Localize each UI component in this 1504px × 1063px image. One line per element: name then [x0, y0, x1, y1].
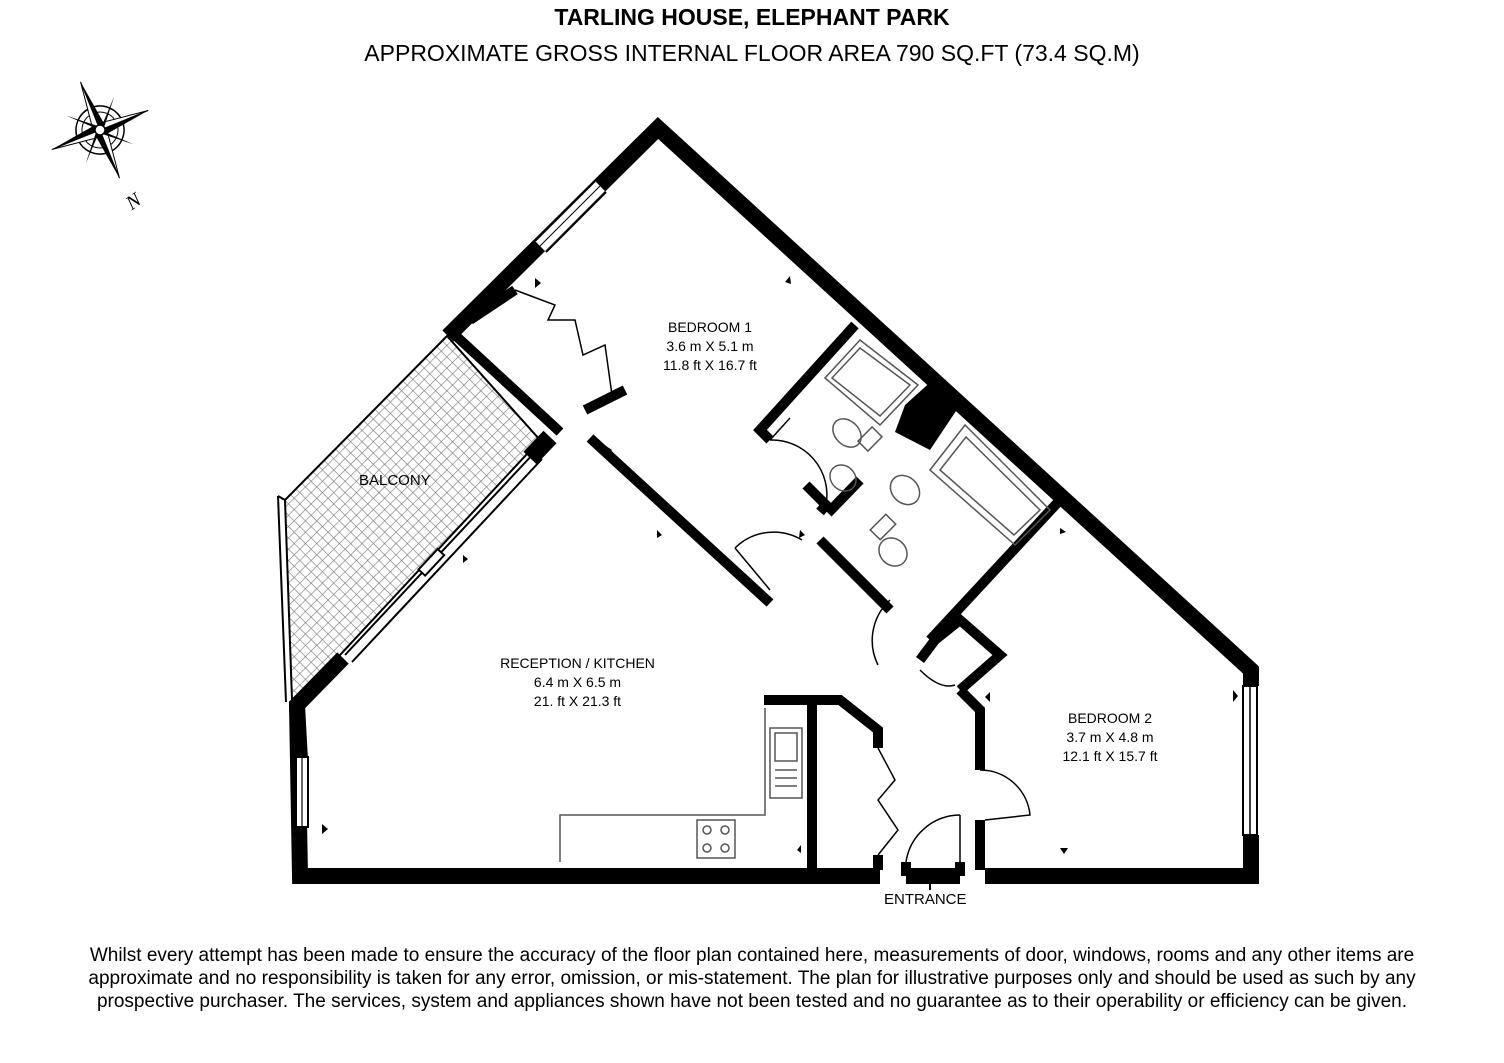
room-label-bedroom1: [620, 318, 800, 375]
plan-subtitle: APPROXIMATE GROSS INTERNAL FLOOR AREA 790 SQ.FT (73.4 SQ.M): [364, 40, 1140, 66]
room-name: BEDROOM 1: [667, 319, 752, 335]
room-name: RECEPTION / KITCHEN: [500, 655, 655, 671]
room-imperial: 11.8 ft X 16.7 ft: [663, 357, 757, 373]
plan-title: TARLING HOUSE, ELEPHANT PARK: [554, 4, 950, 30]
balcony-area: [285, 336, 540, 700]
disclaimer-text: Whilst every attempt has been made to ensure the accuracy of the floor plan contained here, measurements of door, windows, rooms and any other items are approximate and no responsibility is taken for any error, omission, or mis-statement. The plan for illustrative purposes only and should be used as such by any prospective purchaser. The services, system and appliances shown have not been tested and no guarantee as to their operability or efficiency can be given.: [88, 945, 1416, 1012]
room-label-balcony: BALCONY: [359, 472, 431, 489]
room-label-bedroom2: [1030, 709, 1190, 766]
window-reception: [296, 757, 308, 827]
room-imperial: 21. ft X 21.3 ft: [533, 693, 622, 709]
room-metric: 6.4 m X 6.5 m: [533, 674, 622, 690]
north-label: N: [121, 188, 146, 215]
bathroom-fixtures: [870, 425, 1050, 572]
room-metric: 3.7 m X 4.8 m: [1066, 729, 1154, 745]
room-imperial: 12.1 ft X 15.7 ft: [1062, 748, 1158, 764]
window-bedroom1: [535, 181, 606, 252]
interior-walls: [455, 290, 1060, 876]
room-name: BEDROOM 2: [1067, 710, 1152, 726]
entrance-label: ENTRANCE: [884, 891, 967, 908]
kitchen-fixtures: [560, 708, 802, 862]
room-metric: 3.6 m X 5.1 m: [666, 338, 754, 354]
compass-rose-icon: [32, 62, 167, 197]
window-bedroom2: [1243, 686, 1257, 835]
room-label-reception: [460, 654, 695, 711]
door-swings: [515, 290, 1030, 862]
